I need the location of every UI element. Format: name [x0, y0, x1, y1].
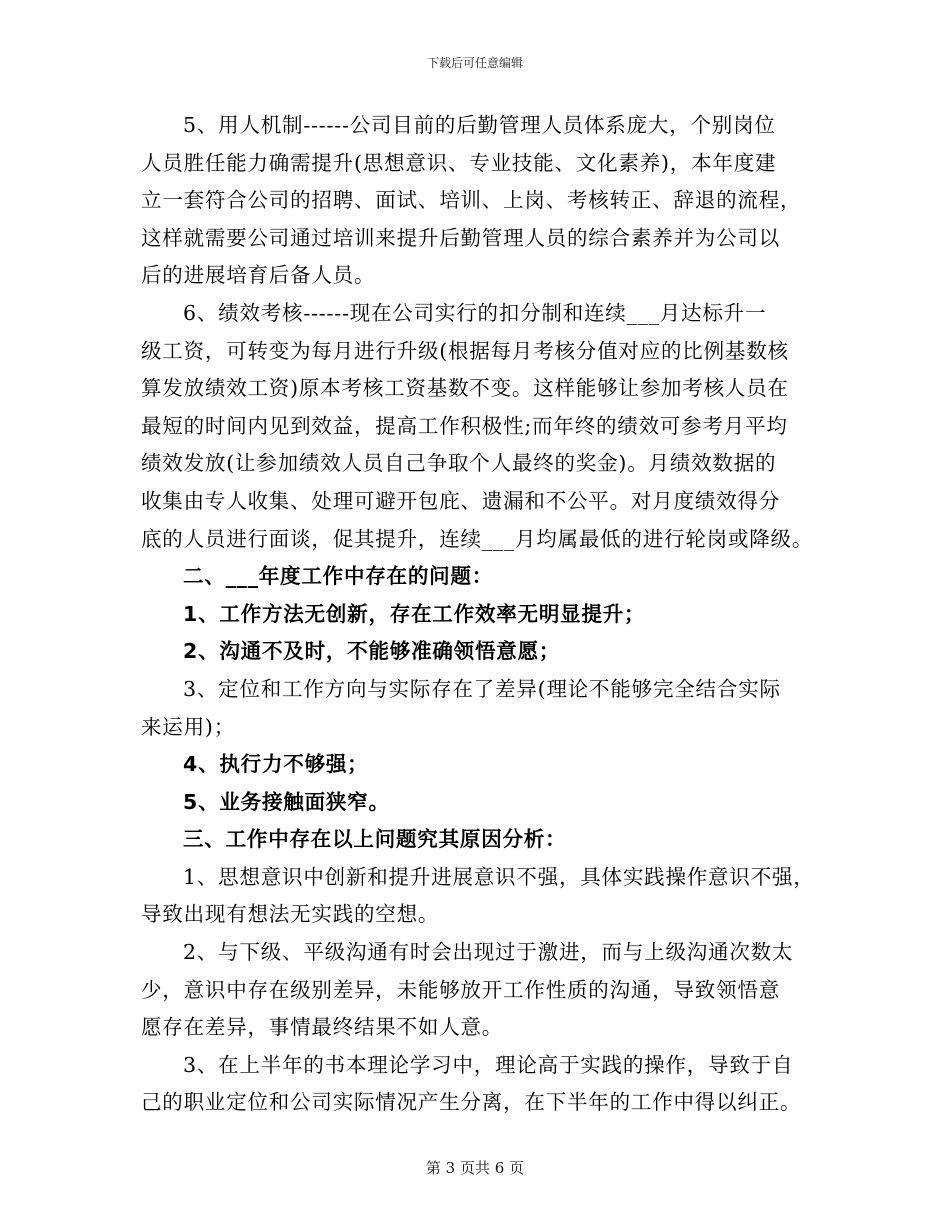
text-line: 愿存在差异，事情最终结果不如人意。 [141, 1015, 504, 1040]
text-line: 最短的时间内见到效益，提高工作积极性;而年终的绩效可参考月平均 [141, 413, 788, 438]
text-line: 6、绩效考核------现在公司实行的扣分制和连续___月达标升一 [183, 300, 767, 325]
text-line: 1、工作方法无创新，存在工作效率无明显提升； [183, 601, 646, 626]
text-line: 级工资，可转变为每月进行升级(根据每月考核分值对应的比例基数核 [141, 338, 789, 363]
text-line: 1、思想意识中创新和提升进展意识不强，具体实践操作意识不强， [183, 864, 815, 889]
text-line: 立一套符合公司的招聘、面试、培训、上岗、考核转正、辞退的流程， [141, 188, 802, 213]
text-line: 5、业务接触面狭窄。 [183, 789, 390, 814]
text-line: 3、在上半年的书本理论学习中，理论高于实践的操作，导致于自 [183, 1052, 794, 1077]
text-line: 算发放绩效工资)原本考核工资基数不变。这样能够让参加考核人员在 [141, 376, 789, 401]
section-heading [141, 596, 821, 634]
text-line: 3、定位和工作方向与实际存在了差异(理论不能够完全结合实际 [183, 676, 781, 701]
text-line: 5、用人机制------公司目前的后勤管理人员体系庞大，个别岗位 [183, 113, 776, 137]
body-paragraph [141, 107, 821, 295]
section-heading [141, 558, 821, 596]
page-footer: 第 3 页共 6 页 [425, 1159, 525, 1177]
section-heading [141, 821, 821, 859]
page-header: 下载后可任意编辑 [426, 56, 523, 70]
text-line: 己的职业定位和公司实际情况产生分离，在下半年的工作中得以纠正。 [141, 1090, 802, 1115]
text-line: 收集由专人收集、处理可避开包庇、遗漏和不公平。对月度绩效得分 [141, 488, 780, 513]
section-heading [141, 633, 821, 671]
text-line: 2、与下级、平级沟通有时会出现过于激进，而与上级沟通次数太 [183, 940, 794, 965]
text-line: 少，意识中存在级别差异，未能够放开工作性质的沟通，导致领悟意 [141, 977, 780, 1002]
text-line: 绩效发放(让参加绩效人员自己争取个人最终的奖金)。月绩效数据的 [141, 451, 777, 476]
body-paragraph [141, 934, 821, 1047]
text-line: 人员胜任能力确需提升(思想意识、专业技能、文化素养)，本年度建 [141, 150, 777, 175]
body-paragraph [141, 671, 821, 746]
text-line: 导致出现有想法无实践的空想。 [141, 902, 440, 927]
text-line: 后的进展培育后备人员。 [141, 263, 376, 288]
body-paragraph [141, 859, 821, 934]
text-line: 4、执行力不够强； [183, 752, 369, 777]
text-line: 三、工作中存在以上问题究其原因分析： [183, 827, 567, 852]
section-heading [141, 746, 821, 784]
text-line: 这样就需要公司通过培训来提升后勤管理人员的综合素养并为公司以 [141, 225, 780, 250]
document-body [141, 107, 821, 1122]
text-line: 二、___年度工作中存在的问题： [183, 564, 494, 589]
section-heading [141, 784, 821, 822]
body-paragraph [141, 1047, 821, 1122]
body-paragraph [141, 295, 821, 558]
text-line: 2、沟通不及时，不能够准确领悟意愿； [183, 639, 561, 664]
text-line: 来运用)； [141, 714, 235, 739]
text-line: 底的人员进行面谈，促其提升，连续___月均属最低的进行轮岗或降级。 [141, 526, 814, 551]
